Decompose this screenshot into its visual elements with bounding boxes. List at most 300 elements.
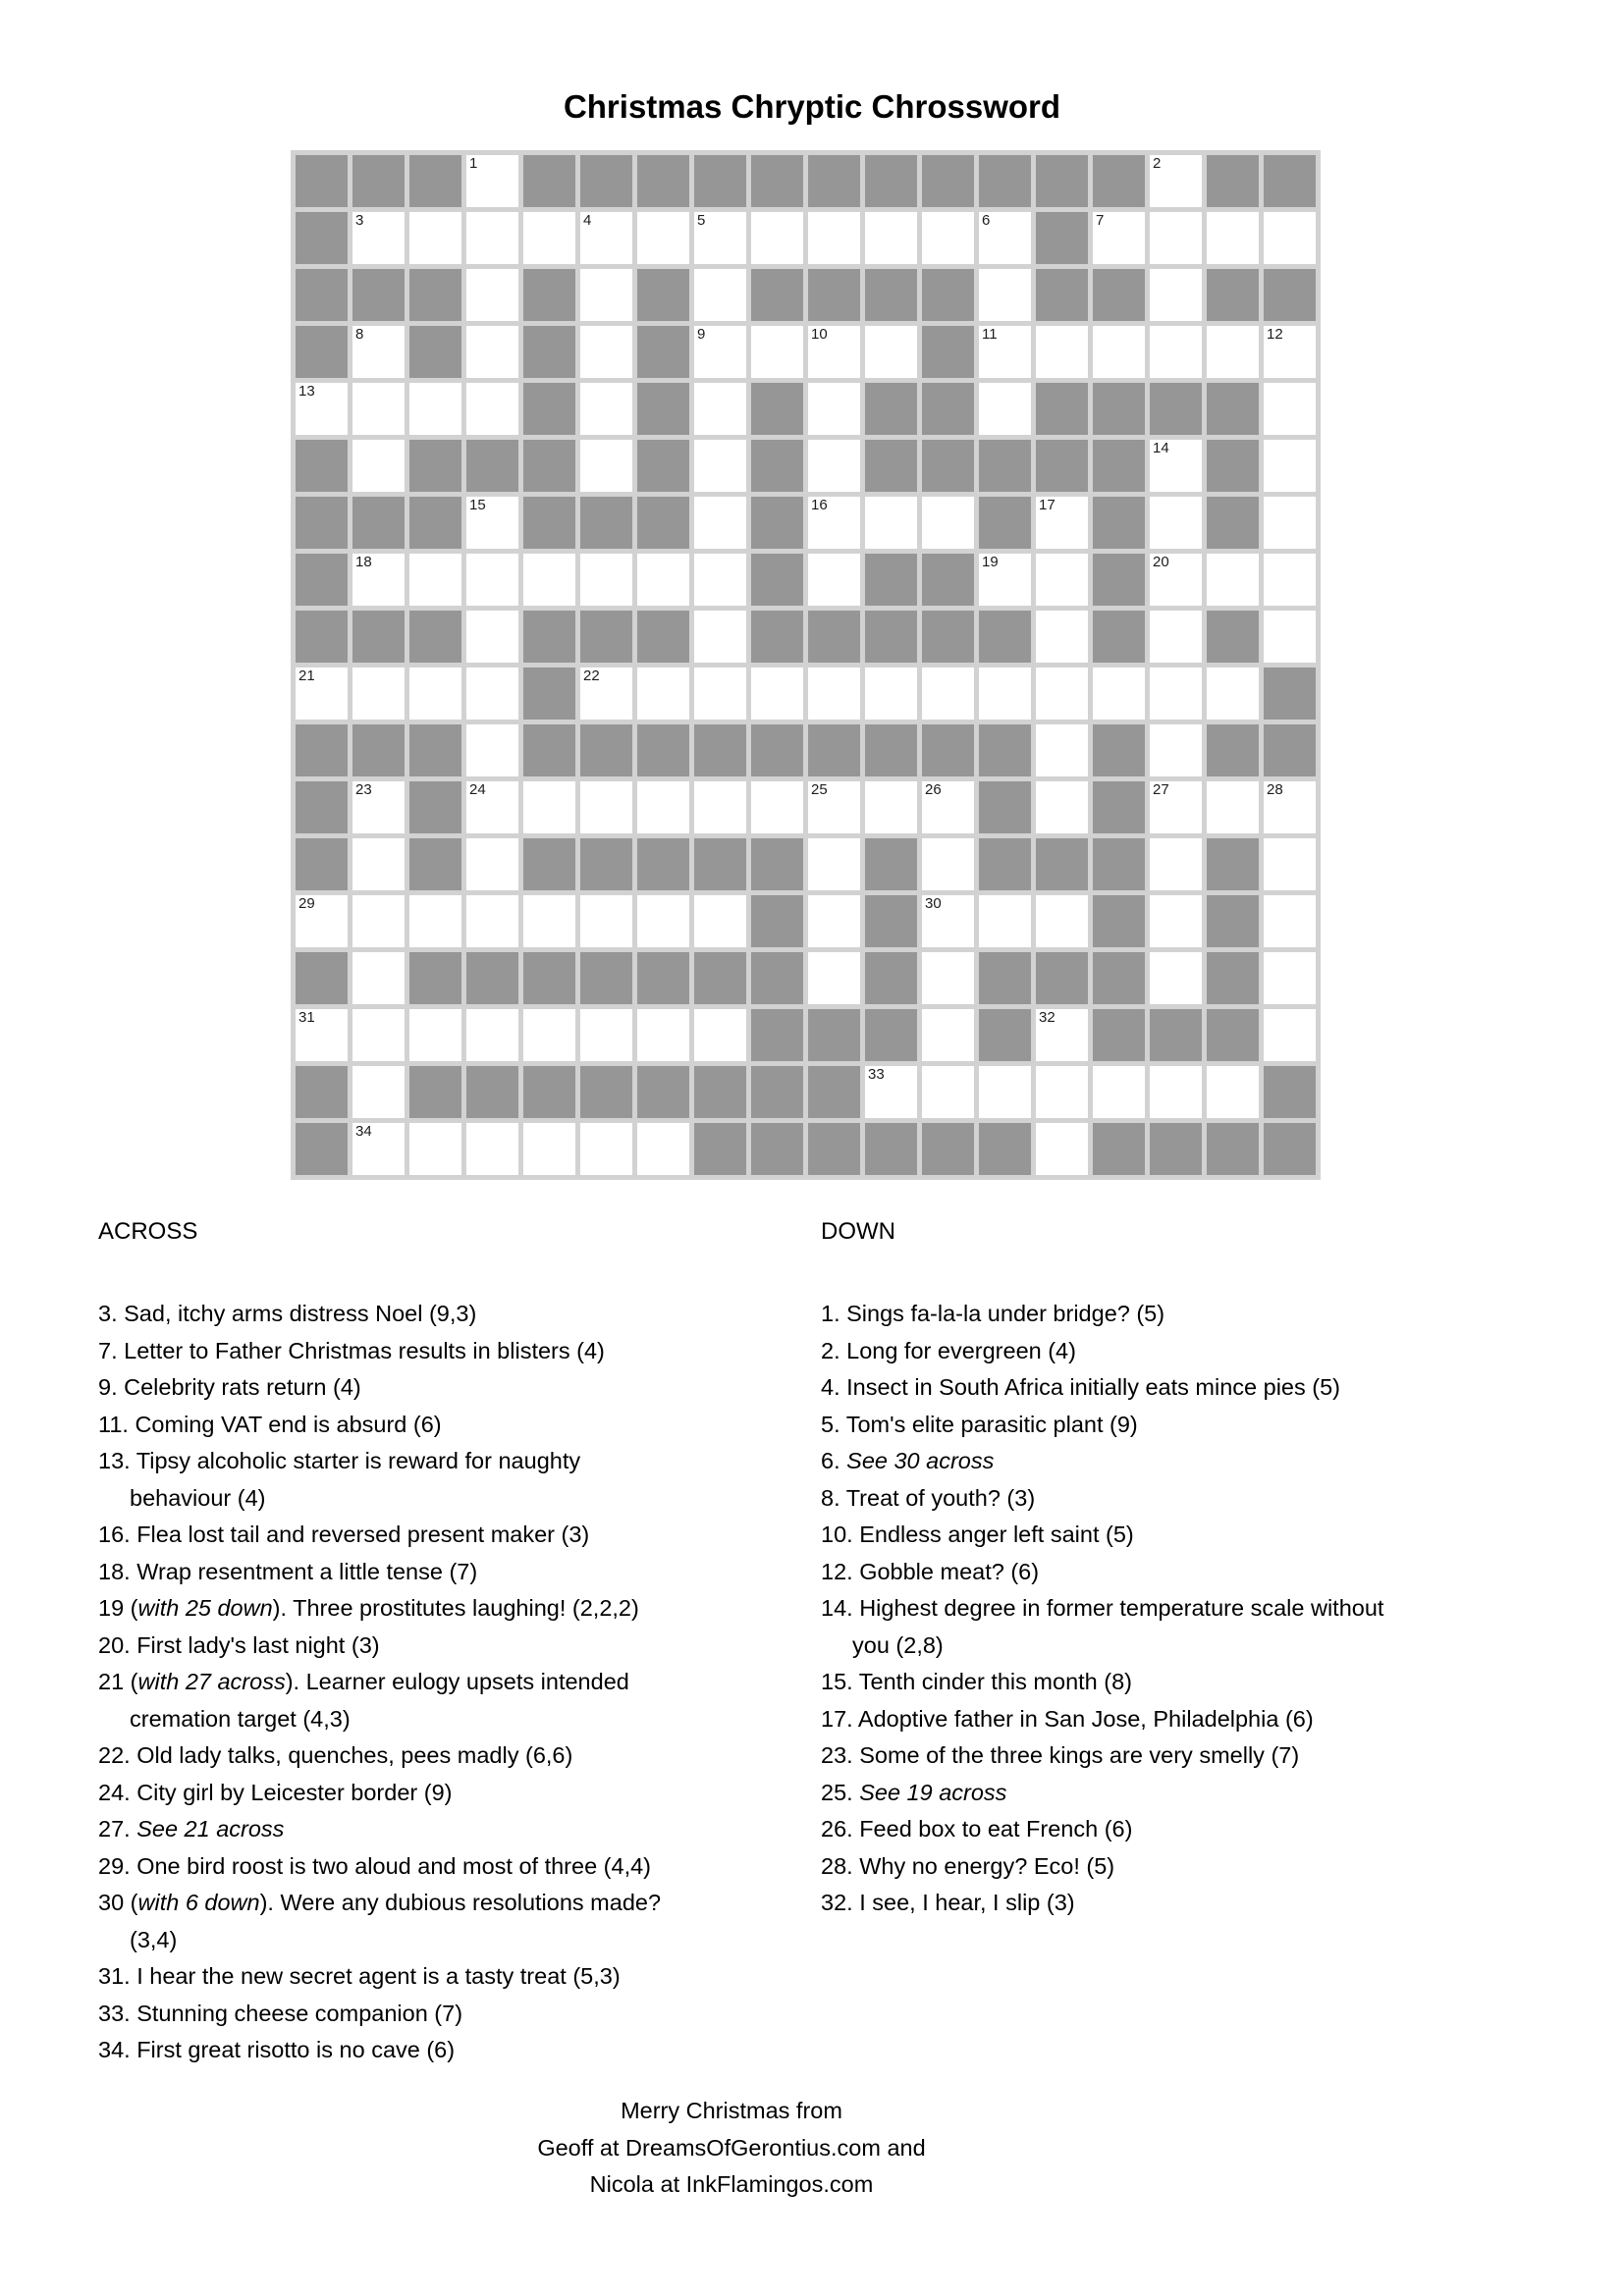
grid-cell-block <box>466 440 518 492</box>
grid-cell-block <box>1207 611 1259 663</box>
grid-cell-white <box>865 497 917 549</box>
grid-cell-white <box>1150 155 1202 207</box>
grid-cell-white <box>409 1123 461 1175</box>
grid-cell-block <box>637 326 689 378</box>
grid-cell-white <box>979 326 1031 378</box>
grid-cell-white <box>637 781 689 833</box>
clue-item: 12. Gobble meat? (6) <box>821 1558 1040 1584</box>
grid-cell-white <box>922 667 974 720</box>
grid-cell-white <box>580 212 632 264</box>
cell-number: 16 <box>811 497 828 513</box>
grid-cell-block <box>979 724 1031 776</box>
grid-cell-white <box>466 838 518 890</box>
cell-number: 9 <box>697 326 706 343</box>
grid-cell-block <box>865 1009 917 1061</box>
clue-item: 2. Long for evergreen (4) <box>821 1337 1076 1363</box>
grid-cell-white <box>1207 554 1259 606</box>
grid-cell-block <box>523 155 575 207</box>
grid-cell-white <box>1093 1066 1145 1118</box>
grid-cell-white <box>466 212 518 264</box>
grid-cell-white <box>637 895 689 947</box>
grid-cell-white <box>523 895 575 947</box>
grid-cell-white <box>1093 212 1145 264</box>
clue-item: 24. City girl by Leicester border (9) <box>98 1779 453 1805</box>
grid-cell-block <box>1264 1066 1316 1118</box>
grid-cell-block <box>751 724 803 776</box>
cell-number: 4 <box>583 212 592 229</box>
grid-cell-white <box>637 667 689 720</box>
grid-cell-block <box>808 1123 860 1175</box>
grid-cell-white <box>1264 611 1316 663</box>
grid-cell-block <box>523 838 575 890</box>
grid-cell-block <box>409 952 461 1004</box>
cell-number: 11 <box>982 326 998 343</box>
clue-item: 28. Why no energy? Eco! (5) <box>821 1852 1115 1879</box>
grid-cell-white <box>1150 781 1202 833</box>
grid-cell-white <box>1264 895 1316 947</box>
grid-cell-white <box>1150 1066 1202 1118</box>
cell-number: 13 <box>298 383 315 400</box>
grid-cell-white <box>352 667 405 720</box>
cell-number: 1 <box>469 155 478 172</box>
clue-item: 11. Coming VAT end is absurd (6) <box>98 1411 442 1437</box>
grid-cell-block <box>352 155 405 207</box>
grid-cell-block <box>1093 383 1145 435</box>
grid-cell-block <box>523 667 575 720</box>
clue-item: 29. One bird roost is two aloud and most of three (4,4) <box>98 1852 651 1879</box>
grid-cell-block <box>865 554 917 606</box>
grid-cell-block <box>352 611 405 663</box>
clue-item: 32. I see, I hear, I slip (3) <box>821 1890 1075 1915</box>
grid-cell-white <box>409 383 461 435</box>
grid-cell-white <box>1036 895 1088 947</box>
grid-cell-white <box>808 554 860 606</box>
footer-message <box>0 2093 1463 2204</box>
clue-item: 30 (with 6 down). Were any dubious resolutions made? (3,4) <box>98 1885 746 1958</box>
grid-cell-block <box>296 554 348 606</box>
grid-cell-white <box>694 667 746 720</box>
grid-cell-block <box>1093 497 1145 549</box>
grid-cell-white <box>922 212 974 264</box>
grid-cell-block <box>694 1066 746 1118</box>
grid-cell-white <box>409 554 461 606</box>
grid-cell-block <box>979 1123 1031 1175</box>
grid-cell-white <box>808 212 860 264</box>
grid-cell-block <box>808 269 860 321</box>
grid-cell-white <box>580 269 632 321</box>
cell-number: 24 <box>469 781 486 798</box>
grid-cell-block <box>296 212 348 264</box>
grid-cell-block <box>637 724 689 776</box>
grid-cell-white <box>352 1123 405 1175</box>
grid-cell-white <box>637 212 689 264</box>
grid-cell-white <box>466 155 518 207</box>
grid-cell-white <box>751 667 803 720</box>
grid-cell-white <box>466 1123 518 1175</box>
grid-cell-block <box>694 155 746 207</box>
clue-item: 4. Insect in South Africa initially eats mince pies (5) <box>821 1374 1340 1400</box>
grid-cell-block <box>352 724 405 776</box>
grid-cell-white <box>694 497 746 549</box>
grid-cell-white <box>808 838 860 890</box>
grid-cell-white <box>694 383 746 435</box>
cell-number: 26 <box>925 781 942 798</box>
grid-cell-block <box>1093 781 1145 833</box>
grid-cell-white <box>1207 1066 1259 1118</box>
grid-cell-block <box>296 611 348 663</box>
grid-cell-block <box>523 440 575 492</box>
grid-cell-block <box>1036 155 1088 207</box>
across-clues-section <box>98 1217 746 2069</box>
grid-cell-block <box>1207 838 1259 890</box>
grid-cell-white <box>352 326 405 378</box>
grid-cell-white <box>466 1009 518 1061</box>
grid-cell-block <box>751 155 803 207</box>
clue-item: 1. Sings fa-la-la under bridge? (5) <box>821 1301 1165 1326</box>
grid-cell-white <box>466 781 518 833</box>
grid-cell-white <box>979 269 1031 321</box>
grid-cell-block <box>409 611 461 663</box>
cell-number: 8 <box>355 326 364 343</box>
grid-cell-block <box>694 838 746 890</box>
grid-cell-block <box>808 1009 860 1061</box>
grid-cell-white <box>1036 724 1088 776</box>
grid-cell-white <box>865 1066 917 1118</box>
clue-item: 17. Adoptive father in San Jose, Philadelphia (6) <box>821 1705 1314 1732</box>
grid-cell-white <box>694 895 746 947</box>
cell-number: 30 <box>925 895 942 912</box>
grid-cell-block <box>409 781 461 833</box>
grid-cell-block <box>1093 895 1145 947</box>
grid-cell-white <box>1264 212 1316 264</box>
grid-cell-block <box>865 611 917 663</box>
grid-cell-white <box>352 554 405 606</box>
grid-cell-block <box>922 1123 974 1175</box>
grid-cell-white <box>1036 554 1088 606</box>
grid-cell-block <box>409 440 461 492</box>
clue-item: 15. Tenth cinder this month (8) <box>821 1669 1132 1694</box>
grid-cell-white <box>922 497 974 549</box>
grid-cell-block <box>637 383 689 435</box>
grid-cell-white <box>580 554 632 606</box>
grid-cell-white <box>466 554 518 606</box>
grid-cell-block <box>637 440 689 492</box>
footer-line: Geoff at DreamsOfGerontius.com and <box>537 2134 926 2161</box>
grid-cell-block <box>1207 155 1259 207</box>
grid-cell-white <box>352 440 405 492</box>
grid-cell-block <box>296 838 348 890</box>
grid-cell-block <box>979 781 1031 833</box>
cell-number: 17 <box>1039 497 1056 513</box>
clue-item: 33. Stunning cheese companion (7) <box>98 2000 463 2026</box>
grid-cell-white <box>751 781 803 833</box>
grid-cell-block <box>523 326 575 378</box>
across-heading: ACROSS <box>98 1218 198 1245</box>
grid-cell-block <box>1093 269 1145 321</box>
grid-cell-block <box>466 952 518 1004</box>
grid-cell-white <box>352 952 405 1004</box>
grid-cell-white <box>637 554 689 606</box>
grid-cell-white <box>352 383 405 435</box>
grid-cell-block <box>751 1123 803 1175</box>
grid-cell-block <box>352 497 405 549</box>
grid-cell-white <box>409 667 461 720</box>
grid-cell-block <box>1207 497 1259 549</box>
grid-cell-block <box>637 1066 689 1118</box>
grid-cell-block <box>296 724 348 776</box>
grid-cell-block <box>637 269 689 321</box>
grid-cell-block <box>1264 667 1316 720</box>
grid-cell-block <box>523 611 575 663</box>
cell-number: 23 <box>355 781 372 798</box>
grid-cell-block <box>637 497 689 549</box>
clue-item: 18. Wrap resentment a little tense (7) <box>98 1558 478 1584</box>
grid-cell-block <box>808 611 860 663</box>
grid-cell-block <box>1150 1009 1202 1061</box>
grid-cell-block <box>1093 1123 1145 1175</box>
grid-cell-block <box>1093 155 1145 207</box>
cell-number: 21 <box>298 667 315 684</box>
grid-cell-white <box>466 724 518 776</box>
grid-cell-white <box>1150 667 1202 720</box>
grid-cell-block <box>1207 440 1259 492</box>
grid-cell-white <box>1036 667 1088 720</box>
grid-cell-white <box>1207 326 1259 378</box>
grid-cell-white <box>637 1009 689 1061</box>
grid-cell-white <box>580 895 632 947</box>
grid-cell-white <box>1036 611 1088 663</box>
grid-cell-white <box>466 895 518 947</box>
grid-cell-block <box>523 269 575 321</box>
grid-cell-block <box>751 554 803 606</box>
grid-cell-block <box>751 1066 803 1118</box>
grid-cell-block <box>523 497 575 549</box>
cell-number: 12 <box>1267 326 1283 343</box>
cell-number: 14 <box>1153 440 1169 456</box>
grid-cell-block <box>1093 952 1145 1004</box>
grid-cell-block <box>523 724 575 776</box>
clue-item: 20. First lady's last night (3) <box>98 1631 380 1658</box>
grid-cell-block <box>808 1066 860 1118</box>
grid-cell-block <box>865 155 917 207</box>
grid-cell-white <box>580 1009 632 1061</box>
grid-cell-white <box>694 269 746 321</box>
grid-cell-white <box>352 212 405 264</box>
grid-cell-block <box>580 838 632 890</box>
grid-cell-block <box>523 383 575 435</box>
crossword-grid <box>291 150 1321 1180</box>
clue-item: 5. Tom's elite parasitic plant (9) <box>821 1411 1138 1437</box>
grid-cell-white <box>979 383 1031 435</box>
grid-cell-white <box>466 269 518 321</box>
clue-item: 13. Tipsy alcoholic starter is reward for naughty behaviour (4) <box>98 1443 746 1517</box>
grid-cell-white <box>296 383 348 435</box>
grid-cell-white <box>979 895 1031 947</box>
grid-cell-block <box>979 1009 1031 1061</box>
grid-cell-block <box>296 952 348 1004</box>
grid-cell-white <box>580 781 632 833</box>
grid-cell-block <box>1036 212 1088 264</box>
grid-cell-white <box>808 497 860 549</box>
grid-cell-block <box>409 497 461 549</box>
grid-cell-white <box>694 326 746 378</box>
clue-item: 6. See 30 across <box>821 1448 995 1473</box>
grid-cell-block <box>1264 155 1316 207</box>
grid-cell-block <box>865 1123 917 1175</box>
grid-cell-block <box>1036 440 1088 492</box>
grid-cell-block <box>409 1066 461 1118</box>
grid-cell-block <box>296 440 348 492</box>
grid-cell-white <box>409 895 461 947</box>
clue-item: 34. First great risotto is no cave (6) <box>98 2037 456 2062</box>
grid-cell-white <box>694 1009 746 1061</box>
grid-cell-white <box>808 326 860 378</box>
grid-cell-block <box>979 952 1031 1004</box>
down-clue-list <box>821 1296 1547 1922</box>
grid-cell-block <box>1264 1123 1316 1175</box>
grid-cell-block <box>637 155 689 207</box>
grid-cell-white <box>1264 952 1316 1004</box>
grid-cell-white <box>580 326 632 378</box>
grid-cell-block <box>694 952 746 1004</box>
grid-cell-block <box>751 383 803 435</box>
grid-cell-block <box>296 269 348 321</box>
cell-number: 15 <box>469 497 486 513</box>
grid-cell-block <box>580 952 632 1004</box>
grid-cell-white <box>979 667 1031 720</box>
grid-cell-block <box>1264 269 1316 321</box>
grid-cell-white <box>466 497 518 549</box>
clue-item: 7. Letter to Father Christmas results in blisters (4) <box>98 1337 605 1363</box>
grid-cell-white <box>1093 667 1145 720</box>
grid-cell-white <box>352 1066 405 1118</box>
grid-cell-white <box>922 781 974 833</box>
grid-cell-block <box>523 1066 575 1118</box>
grid-cell-white <box>580 440 632 492</box>
grid-cell-white <box>523 554 575 606</box>
grid-cell-white <box>979 212 1031 264</box>
grid-cell-block <box>409 155 461 207</box>
grid-cell-block <box>922 554 974 606</box>
grid-cell-white <box>409 212 461 264</box>
grid-cell-block <box>1207 269 1259 321</box>
grid-cell-white <box>1036 326 1088 378</box>
grid-cell-block <box>1093 611 1145 663</box>
clue-item: 25. See 19 across <box>821 1779 1007 1805</box>
clue-item: 10. Endless anger left saint (5) <box>821 1522 1134 1547</box>
grid-cell-white <box>352 781 405 833</box>
grid-cell-block <box>751 895 803 947</box>
clue-item: 21 (with 27 across). Learner eulogy upsets intended cremation target (4,3) <box>98 1664 746 1737</box>
cell-number: 2 <box>1153 155 1162 172</box>
grid-cell-white <box>694 440 746 492</box>
grid-cell-block <box>296 155 348 207</box>
grid-cell-white <box>1264 554 1316 606</box>
cell-number: 32 <box>1039 1009 1056 1026</box>
grid-cell-block <box>865 440 917 492</box>
cell-number: 25 <box>811 781 828 798</box>
grid-cell-white <box>694 611 746 663</box>
grid-cell-white <box>637 1123 689 1175</box>
grid-cell-block <box>1036 383 1088 435</box>
grid-cell-white <box>922 952 974 1004</box>
grid-cell-block <box>1093 724 1145 776</box>
clue-item: 16. Flea lost tail and reversed present maker (3) <box>98 1522 590 1547</box>
grid-cell-block <box>922 440 974 492</box>
grid-cell-block <box>979 440 1031 492</box>
grid-cell-white <box>865 326 917 378</box>
grid-cell-white <box>1264 838 1316 890</box>
grid-cell-block <box>1207 383 1259 435</box>
clue-item: 26. Feed box to eat French (6) <box>821 1816 1133 1842</box>
footer-line: Nicola at InkFlamingos.com <box>589 2171 874 2197</box>
grid-cell-block <box>296 1066 348 1118</box>
grid-cell-white <box>352 838 405 890</box>
cell-number: 10 <box>811 326 828 343</box>
grid-cell-white <box>1150 326 1202 378</box>
cell-number: 29 <box>298 895 315 912</box>
cell-number: 27 <box>1153 781 1169 798</box>
grid-cell-block <box>409 269 461 321</box>
grid-cell-block <box>1093 838 1145 890</box>
grid-cell-white <box>523 781 575 833</box>
grid-cell-block <box>1207 952 1259 1004</box>
grid-cell-white <box>409 1009 461 1061</box>
grid-cell-block <box>1264 724 1316 776</box>
down-clues-section <box>821 1217 1547 1922</box>
grid-cell-block <box>751 269 803 321</box>
cell-number: 5 <box>697 212 706 229</box>
grid-cell-white <box>1264 326 1316 378</box>
grid-cell-white <box>1036 1066 1088 1118</box>
clue-item: 23. Some of the three kings are very smelly (7) <box>821 1742 1300 1768</box>
grid-cell-block <box>694 1123 746 1175</box>
grid-cell-block <box>637 611 689 663</box>
grid-cell-white <box>922 895 974 947</box>
grid-cell-block <box>1207 1009 1259 1061</box>
grid-cell-block <box>979 611 1031 663</box>
cell-number: 3 <box>355 212 364 229</box>
grid-cell-block <box>751 611 803 663</box>
grid-cell-block <box>580 1066 632 1118</box>
grid-cell-block <box>1150 383 1202 435</box>
grid-cell-block <box>637 952 689 1004</box>
grid-cell-white <box>1150 440 1202 492</box>
grid-cell-block <box>694 724 746 776</box>
grid-cell-white <box>1150 838 1202 890</box>
grid-cell-white <box>296 895 348 947</box>
grid-cell-white <box>523 212 575 264</box>
grid-cell-white <box>694 212 746 264</box>
grid-cell-white <box>523 1123 575 1175</box>
grid-cell-white <box>1264 497 1316 549</box>
grid-cell-block <box>922 383 974 435</box>
grid-cell-block <box>922 269 974 321</box>
grid-cell-block <box>296 326 348 378</box>
grid-cell-white <box>580 383 632 435</box>
grid-cell-block <box>979 155 1031 207</box>
grid-cell-white <box>1264 440 1316 492</box>
grid-cell-white <box>352 895 405 947</box>
grid-cell-white <box>1150 497 1202 549</box>
grid-cell-white <box>1264 383 1316 435</box>
grid-cell-white <box>1093 326 1145 378</box>
clue-item: 9. Celebrity rats return (4) <box>98 1374 361 1400</box>
grid-cell-white <box>808 952 860 1004</box>
cell-number: 22 <box>583 667 600 684</box>
grid-cell-white <box>979 1066 1031 1118</box>
cell-number: 19 <box>982 554 999 570</box>
